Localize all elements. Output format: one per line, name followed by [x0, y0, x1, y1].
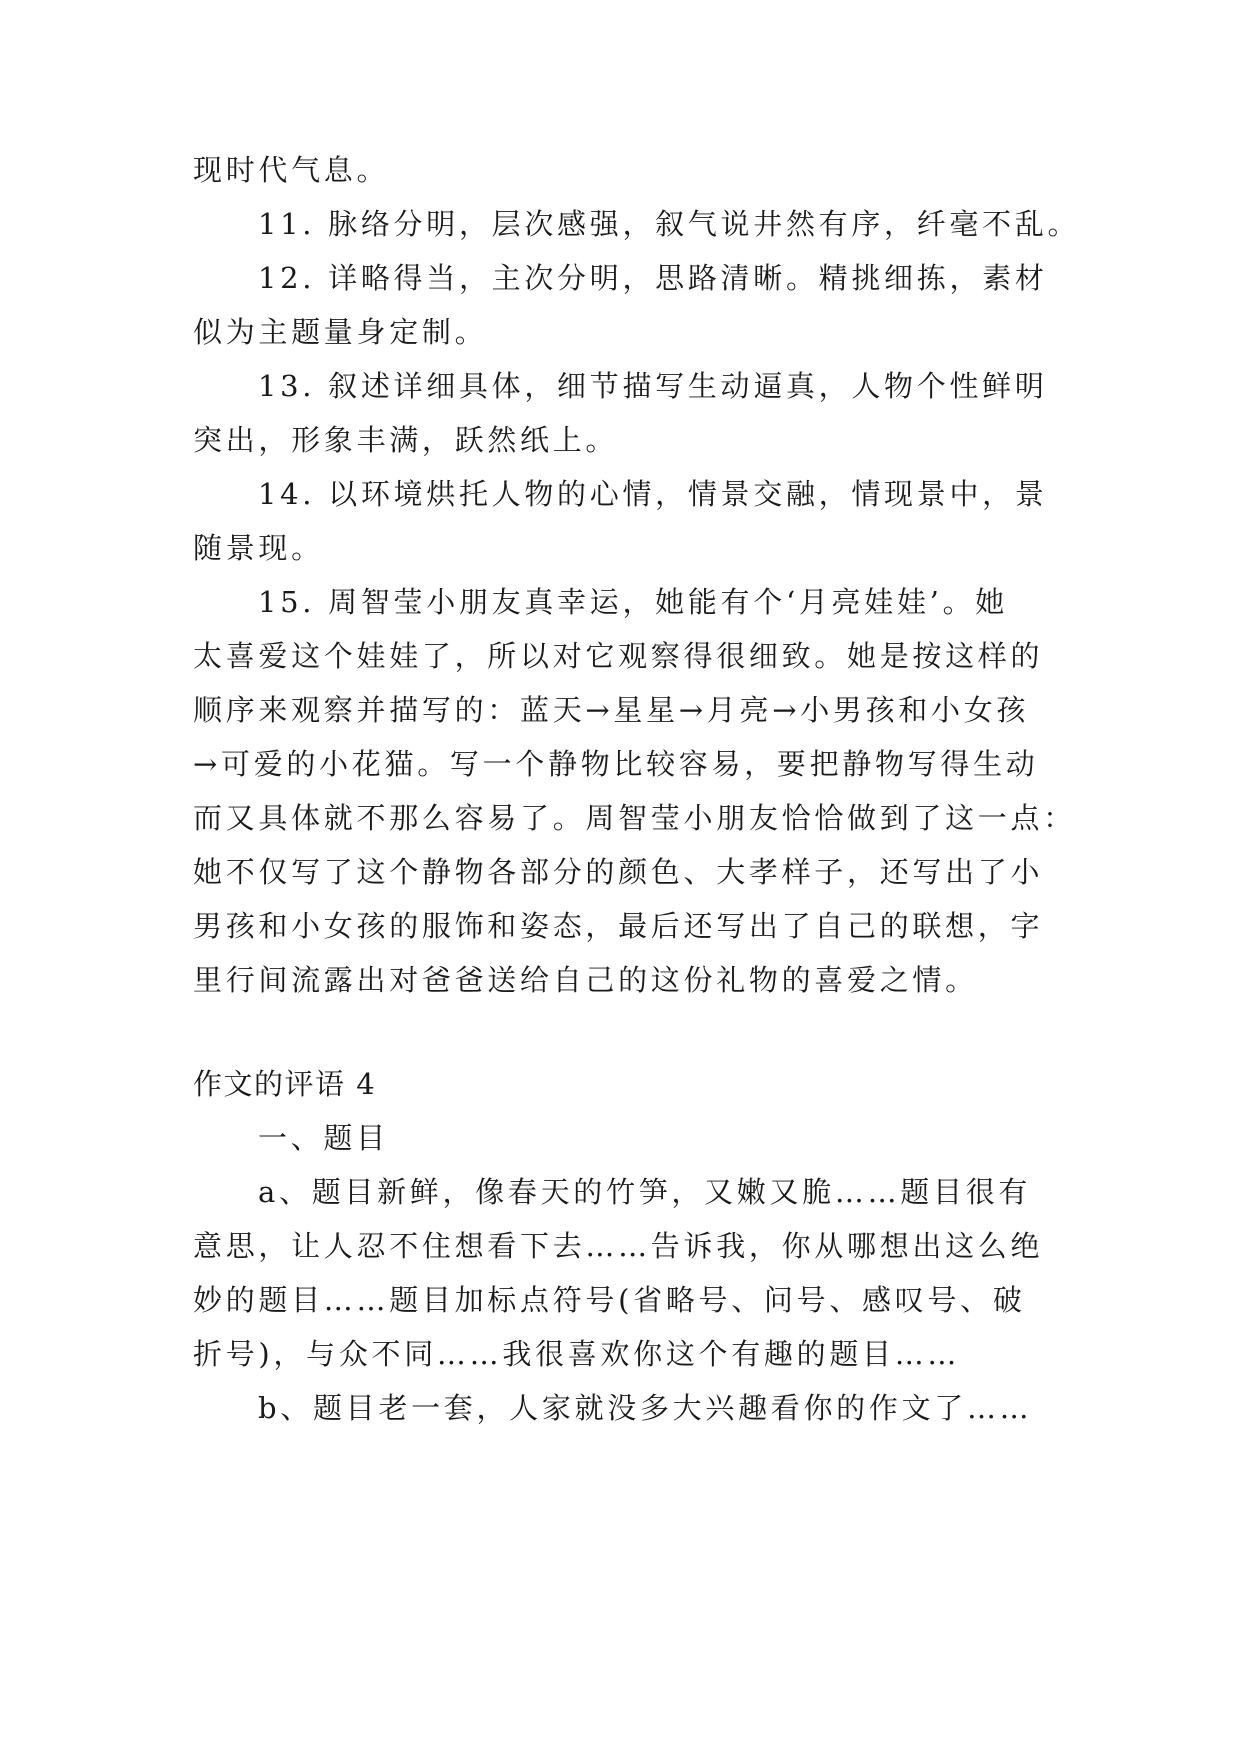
text-line: →可爱的小花猫。写一个静物比较容易，要把静物写得生动: [193, 747, 1039, 781]
subsection-heading: 一、题目: [258, 1121, 389, 1155]
text-line: 现时代气息。: [193, 153, 390, 187]
section-heading: 作文的评语 4: [193, 1067, 377, 1101]
text-line: 随景现。: [193, 531, 324, 565]
text-line: 14. 以环境烘托人物的心情，情景交融，情现景中，景: [258, 477, 1048, 511]
text-line: 男孩和小女孩的服饰和姿态，最后还写出了自己的联想，字: [193, 909, 1044, 943]
text-line: 13. 叙述详细具体，细节描写生动逼真，人物个性鲜明: [258, 369, 1048, 403]
text-line: 顺序来观察并描写的：蓝天→星星→月亮→小男孩和小女孩: [193, 693, 1030, 727]
text-line: 而又具体就不那么容易了。周智莹小朋友恰恰做到了这一点：: [193, 801, 1076, 835]
text-line: 15. 周智莹小朋友真幸运，她能有个‘月亮娃娃’。她: [258, 585, 1008, 619]
text-line: 妙的题目……题目加标点符号(省略号、问号、感叹号、破: [193, 1283, 1026, 1317]
text-line: 似为主题量身定制。: [193, 315, 488, 349]
text-line: 里行间流露出对爸爸送给自己的这份礼物的喜爱之情。: [193, 963, 978, 997]
text-line: 12. 详略得当，主次分明，思路清晰。精挑细拣，素材: [258, 261, 1048, 295]
text-line: 突出，形象丰满，跃然纸上。: [193, 423, 619, 457]
text-line: 太喜爱这个娃娃了，所以对它观察得很细致。她是按这样的: [193, 639, 1044, 673]
text-line: 11. 脉络分明，层次感强，叙气说井然有序，纤毫不乱。: [258, 207, 1081, 241]
text-line: a、题目新鲜，像春天的竹笋，又嫩又脆……题目很有: [258, 1175, 1032, 1209]
text-line: 折号)，与众不同……我很喜欢你这个有趣的题目……: [193, 1337, 961, 1371]
text-line: b、题目老一套，人家就没多大兴趣看你的作文了……: [258, 1391, 1033, 1425]
text-line: 意思，让人忍不住想看下去……告诉我，你从哪想出这么绝: [193, 1229, 1044, 1263]
text-line: 她不仅写了这个静物各部分的颜色、大孝样子，还写出了小: [193, 855, 1044, 889]
